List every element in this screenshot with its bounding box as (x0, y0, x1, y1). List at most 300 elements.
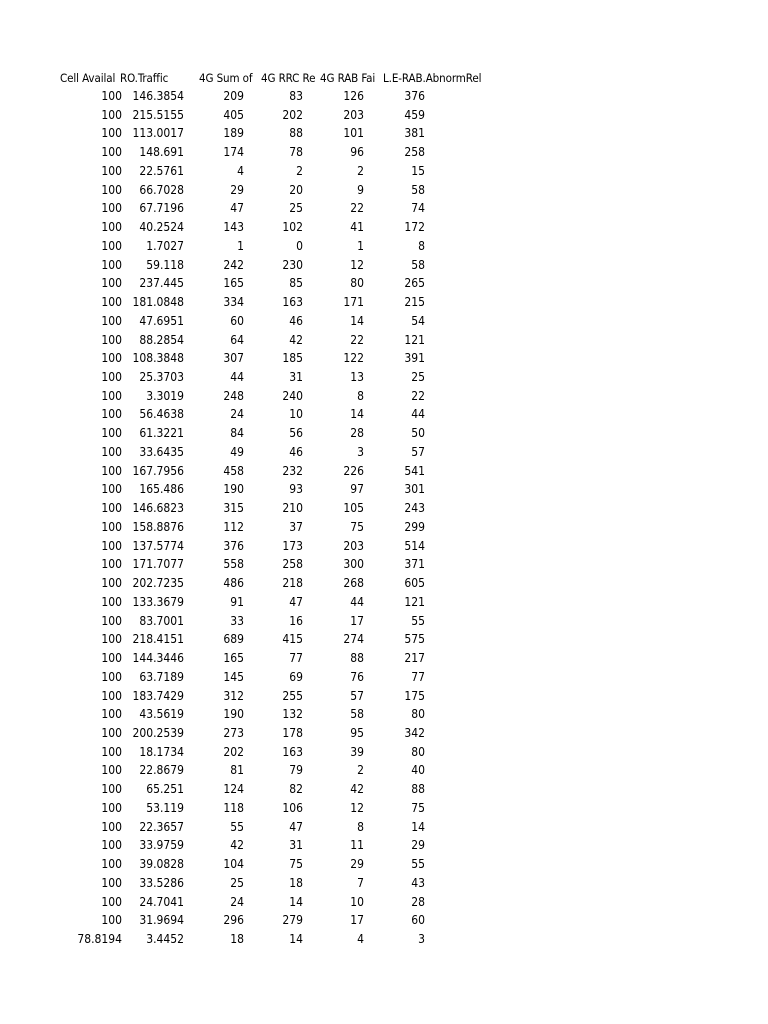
table-cell: 25 (230, 875, 244, 890)
table-cell: 268 (343, 576, 364, 591)
table-cell: 1 (237, 238, 244, 253)
table-cell: 575 (404, 632, 425, 647)
table-cell: 2 (296, 163, 303, 178)
table-cell: 210 (282, 501, 303, 516)
table-cell: 118 (223, 800, 244, 815)
table-cell: 112 (223, 519, 244, 534)
table-cell: 80 (350, 276, 364, 291)
table-cell: 77 (411, 669, 425, 684)
table-cell: 59.118 (146, 257, 184, 272)
table-cell: 1.7027 (146, 238, 184, 253)
table-cell: 58 (350, 707, 364, 722)
table-cell: 8 (357, 819, 364, 834)
table-cell: 265 (404, 276, 425, 291)
table-cell: 9 (357, 182, 364, 197)
table-row (60, 705, 490, 724)
header-cell-rab-fail: 4G RAB Fai (320, 71, 376, 85)
table-cell: 96 (350, 145, 364, 160)
table-cell: 100 (101, 800, 122, 815)
table-row (60, 930, 490, 949)
table-cell: 202.7235 (132, 576, 184, 591)
table-cell: 163 (282, 295, 303, 310)
table-cell: 158.8876 (132, 519, 184, 534)
table-cell: 3 (418, 932, 425, 947)
table-cell: 75 (411, 800, 425, 815)
table-cell: 405 (223, 107, 244, 122)
table-cell: 100 (101, 257, 122, 272)
table-cell: 40.2524 (139, 220, 184, 235)
table-row (60, 537, 490, 556)
table-cell: 22 (350, 332, 364, 347)
table-cell: 100 (101, 576, 122, 591)
table-cell: 230 (282, 257, 303, 272)
table-cell: 22.5761 (139, 163, 184, 178)
table-cell: 75 (289, 857, 303, 872)
table-cell: 22.3657 (139, 819, 184, 834)
table-cell: 43.5619 (139, 707, 184, 722)
table-cell: 146.6823 (132, 501, 184, 516)
header-cell-sum: 4G Sum of (199, 71, 253, 85)
table-cell: 100 (101, 295, 122, 310)
table-row (60, 874, 490, 893)
table-cell: 47 (230, 201, 244, 216)
table-cell: 172 (404, 220, 425, 235)
table-cell: 22.8679 (139, 763, 184, 778)
table-cell: 25 (289, 201, 303, 216)
table-cell: 79 (289, 763, 303, 778)
table-cell: 100 (101, 463, 122, 478)
table-cell: 50 (411, 426, 425, 441)
table-cell: 381 (404, 126, 425, 141)
table-row (60, 312, 490, 331)
table-cell: 100 (101, 632, 122, 647)
table-body (60, 87, 490, 949)
table-cell: 39.0828 (139, 857, 184, 872)
table-cell: 132 (282, 707, 303, 722)
table-cell: 605 (404, 576, 425, 591)
table-row (60, 724, 490, 743)
table-cell: 202 (223, 744, 244, 759)
table-cell: 15 (411, 163, 425, 178)
table-cell: 29 (230, 182, 244, 197)
table-cell: 100 (101, 688, 122, 703)
table-cell: 104 (223, 857, 244, 872)
table-cell: 88.2854 (139, 332, 184, 347)
table-cell: 14 (350, 407, 364, 422)
table-row (60, 405, 490, 424)
table-cell: 279 (282, 913, 303, 928)
table-cell: 376 (404, 89, 425, 103)
table-cell: 83.7001 (139, 613, 184, 628)
table-cell: 82 (289, 782, 303, 797)
table-cell: 88 (350, 651, 364, 666)
table-cell: 171.7077 (132, 557, 184, 572)
table-cell: 12 (350, 257, 364, 272)
header-cell-rrc: 4G RRC Re (261, 71, 316, 85)
table-cell: 49 (230, 444, 244, 459)
table-cell: 100 (101, 351, 122, 366)
table-cell: 167.7956 (132, 463, 184, 478)
table-cell: 163 (282, 744, 303, 759)
table-cell: 300 (343, 557, 364, 572)
table-row (60, 593, 490, 612)
table-row (60, 668, 490, 687)
table-row (60, 799, 490, 818)
table-cell: 67.7196 (139, 201, 184, 216)
table-cell: 183.7429 (132, 688, 184, 703)
table-cell: 273 (223, 725, 244, 740)
table-cell: 100 (101, 557, 122, 572)
table-cell: 29 (411, 838, 425, 853)
table-cell: 100 (101, 763, 122, 778)
table-cell: 55 (411, 613, 425, 628)
table-cell: 80 (411, 744, 425, 759)
table-cell: 3 (357, 444, 364, 459)
table-cell: 100 (101, 838, 122, 853)
table-cell: 185 (282, 351, 303, 366)
table-cell: 174 (223, 145, 244, 160)
table-cell: 105 (343, 501, 364, 516)
table-cell: 100 (101, 313, 122, 328)
table-cell: 100 (101, 613, 122, 628)
table-cell: 100 (101, 332, 122, 347)
table-cell: 4 (357, 932, 364, 947)
table-cell: 81 (230, 763, 244, 778)
table-row (60, 143, 490, 162)
table-row (60, 518, 490, 537)
table-cell: 100 (101, 276, 122, 291)
table-row (60, 612, 490, 631)
table-row (60, 480, 490, 499)
table-cell: 44 (411, 407, 425, 422)
table-cell: 60 (230, 313, 244, 328)
table-cell: 121 (404, 332, 425, 347)
table-cell: 33.5286 (139, 875, 184, 890)
table-cell: 299 (404, 519, 425, 534)
table-row (60, 761, 490, 780)
table-cell: 44 (350, 594, 364, 609)
table-cell: 258 (282, 557, 303, 572)
table-cell: 106 (282, 800, 303, 815)
table-cell: 101 (343, 126, 364, 141)
table-cell: 64 (230, 332, 244, 347)
table-cell: 66.7028 (139, 182, 184, 197)
table-cell: 258 (404, 145, 425, 160)
table-cell: 3.3019 (146, 388, 184, 403)
table-cell: 391 (404, 351, 425, 366)
table-cell: 100 (101, 89, 122, 103)
table-cell: 100 (101, 725, 122, 740)
table-cell: 146.3854 (132, 89, 184, 103)
table-row (60, 462, 490, 481)
table-cell: 56.4638 (139, 407, 184, 422)
table-cell: 100 (101, 669, 122, 684)
table-cell: 190 (223, 482, 244, 497)
table-cell: 133.3679 (132, 594, 184, 609)
table-cell: 203 (343, 538, 364, 553)
table-row (60, 555, 490, 574)
table-cell: 100 (101, 538, 122, 553)
table-cell: 415 (282, 632, 303, 647)
table-cell: 100 (101, 482, 122, 497)
table-cell: 200.2539 (132, 725, 184, 740)
table-cell: 95 (350, 725, 364, 740)
table-cell: 100 (101, 875, 122, 890)
table-cell: 165 (223, 651, 244, 666)
table-cell: 242 (223, 257, 244, 272)
table-cell: 334 (223, 295, 244, 310)
table-cell: 102 (282, 220, 303, 235)
table-cell: 65.251 (146, 782, 184, 797)
table-cell: 10 (350, 894, 364, 909)
table-cell: 8 (357, 388, 364, 403)
table-cell: 13 (350, 370, 364, 385)
table-cell: 18 (289, 875, 303, 890)
table-cell: 41 (350, 220, 364, 235)
table-row (60, 574, 490, 593)
table-cell: 100 (101, 819, 122, 834)
table-cell: 33.9759 (139, 838, 184, 853)
table-cell: 514 (404, 538, 425, 553)
table-cell: 190 (223, 707, 244, 722)
table-row (60, 87, 490, 106)
table-cell: 14 (289, 894, 303, 909)
table-cell: 558 (223, 557, 244, 572)
table-cell: 100 (101, 651, 122, 666)
table-cell: 458 (223, 463, 244, 478)
table-row (60, 218, 490, 237)
table-cell: 63.7189 (139, 669, 184, 684)
table-cell: 312 (223, 688, 244, 703)
table-cell: 46 (289, 444, 303, 459)
table-row (60, 893, 490, 912)
table-cell: 100 (101, 145, 122, 160)
table-cell: 181.0848 (132, 295, 184, 310)
table-cell: 37 (289, 519, 303, 534)
table-cell: 296 (223, 913, 244, 928)
table-cell: 215 (404, 295, 425, 310)
table-cell: 100 (101, 782, 122, 797)
table-cell: 11 (350, 838, 364, 853)
table-cell: 16 (289, 613, 303, 628)
table-row (60, 780, 490, 799)
header-cell-abnorm-rel: L.E-RAB.AbnormRel (383, 71, 482, 85)
table-cell: 100 (101, 894, 122, 909)
table-cell: 12 (350, 800, 364, 815)
table-cell: 58 (411, 182, 425, 197)
table-cell: 57 (350, 688, 364, 703)
table-cell: 218 (282, 576, 303, 591)
table-cell: 255 (282, 688, 303, 703)
table-cell: 76 (350, 669, 364, 684)
table-row (60, 368, 490, 387)
table-row (60, 199, 490, 218)
table-cell: 3.4452 (146, 932, 184, 947)
table-cell: 113.0017 (132, 126, 184, 141)
table-cell: 20 (289, 182, 303, 197)
table-cell: 100 (101, 594, 122, 609)
table-cell: 44 (230, 370, 244, 385)
table-cell: 1 (357, 238, 364, 253)
table-cell: 173 (282, 538, 303, 553)
table-cell: 301 (404, 482, 425, 497)
table-cell: 100 (101, 163, 122, 178)
table-cell: 40 (411, 763, 425, 778)
table-row (60, 836, 490, 855)
table-cell: 14 (350, 313, 364, 328)
table-row (60, 443, 490, 462)
table-cell: 8 (418, 238, 425, 253)
table-row (60, 162, 490, 181)
table-cell: 202 (282, 107, 303, 122)
table-cell: 248 (223, 388, 244, 403)
table-row (60, 181, 490, 200)
table-cell: 18.1734 (139, 744, 184, 759)
table-cell: 80 (411, 707, 425, 722)
table-cell: 226 (343, 463, 364, 478)
table-cell: 100 (101, 182, 122, 197)
table-cell: 0 (296, 238, 303, 253)
table-cell: 240 (282, 388, 303, 403)
table-cell: 371 (404, 557, 425, 572)
table-cell: 100 (101, 519, 122, 534)
table-cell: 541 (404, 463, 425, 478)
table-cell: 307 (223, 351, 244, 366)
table-cell: 31 (289, 838, 303, 853)
table-cell: 100 (101, 744, 122, 759)
table-cell: 100 (101, 126, 122, 141)
table-row (60, 274, 490, 293)
table-cell: 78.8194 (77, 932, 122, 947)
table-cell: 14 (289, 932, 303, 947)
table-cell: 144.3446 (132, 651, 184, 666)
header-cell-traffic: RO.Traffic (120, 71, 169, 85)
table-cell: 315 (223, 501, 244, 516)
table-cell: 47.6951 (139, 313, 184, 328)
table-cell: 85 (289, 276, 303, 291)
table-cell: 54 (411, 313, 425, 328)
table-cell: 24 (230, 894, 244, 909)
table-cell: 217 (404, 651, 425, 666)
table-cell: 100 (101, 370, 122, 385)
table-cell: 42 (230, 838, 244, 853)
table-cell: 10 (289, 407, 303, 422)
table-cell: 28 (350, 426, 364, 441)
table-cell: 100 (101, 426, 122, 441)
table-cell: 69 (289, 669, 303, 684)
table-row (60, 687, 490, 706)
table-cell: 2 (357, 163, 364, 178)
table-cell: 100 (101, 238, 122, 253)
table-cell: 232 (282, 463, 303, 478)
table-cell: 121 (404, 594, 425, 609)
table-cell: 47 (289, 819, 303, 834)
table-cell: 165 (223, 276, 244, 291)
table-cell: 24.7041 (139, 894, 184, 909)
table-row (60, 124, 490, 143)
table-cell: 91 (230, 594, 244, 609)
table-cell: 93 (289, 482, 303, 497)
table-cell: 39 (350, 744, 364, 759)
table-cell: 145 (223, 669, 244, 684)
table-cell: 100 (101, 107, 122, 122)
table-cell: 83 (289, 89, 303, 103)
table-cell: 46 (289, 313, 303, 328)
table-cell: 24 (230, 407, 244, 422)
table-cell: 126 (343, 89, 364, 103)
header-row (60, 69, 490, 87)
table-cell: 100 (101, 407, 122, 422)
table-row (60, 106, 490, 125)
table-cell: 100 (101, 707, 122, 722)
table-row (60, 331, 490, 350)
table-cell: 55 (411, 857, 425, 872)
table-cell: 100 (101, 501, 122, 516)
table-cell: 31.9694 (139, 913, 184, 928)
table-cell: 53.119 (146, 800, 184, 815)
table-cell: 124 (223, 782, 244, 797)
table-cell: 376 (223, 538, 244, 553)
table-cell: 237.445 (139, 276, 184, 291)
table-cell: 31 (289, 370, 303, 385)
table-cell: 58 (411, 257, 425, 272)
table-cell: 175 (404, 688, 425, 703)
table-cell: 43 (411, 875, 425, 890)
table-cell: 97 (350, 482, 364, 497)
table-cell: 178 (282, 725, 303, 740)
table-cell: 100 (101, 201, 122, 216)
table-row (60, 499, 490, 518)
table-cell: 108.3848 (132, 351, 184, 366)
table-cell: 42 (350, 782, 364, 797)
table-cell: 689 (223, 632, 244, 647)
table-cell: 74 (411, 201, 425, 216)
table-cell: 4 (237, 163, 244, 178)
table-row (60, 649, 490, 668)
table-cell: 25 (411, 370, 425, 385)
table-row (60, 855, 490, 874)
table-cell: 17 (350, 913, 364, 928)
table-cell: 25.3703 (139, 370, 184, 385)
table-cell: 2 (357, 763, 364, 778)
table-cell: 171 (343, 295, 364, 310)
table-cell: 122 (343, 351, 364, 366)
table-cell: 459 (404, 107, 425, 122)
table-cell: 17 (350, 613, 364, 628)
table-cell: 57 (411, 444, 425, 459)
table-cell: 28 (411, 894, 425, 909)
table-cell: 88 (411, 782, 425, 797)
table-cell: 55 (230, 819, 244, 834)
table-cell: 77 (289, 651, 303, 666)
table-cell: 100 (101, 388, 122, 403)
table-cell: 209 (223, 89, 244, 103)
table-row (60, 911, 490, 930)
table-cell: 18 (230, 932, 244, 947)
table-row (60, 387, 490, 406)
table-cell: 56 (289, 426, 303, 441)
table-row (60, 349, 490, 368)
table-cell: 100 (101, 913, 122, 928)
table-cell: 14 (411, 819, 425, 834)
table-cell: 60 (411, 913, 425, 928)
table-cell: 78 (289, 145, 303, 160)
table-cell: 165.486 (139, 482, 184, 497)
table-cell: 33 (230, 613, 244, 628)
table-row (60, 743, 490, 762)
table-row (60, 630, 490, 649)
table-cell: 143 (223, 220, 244, 235)
